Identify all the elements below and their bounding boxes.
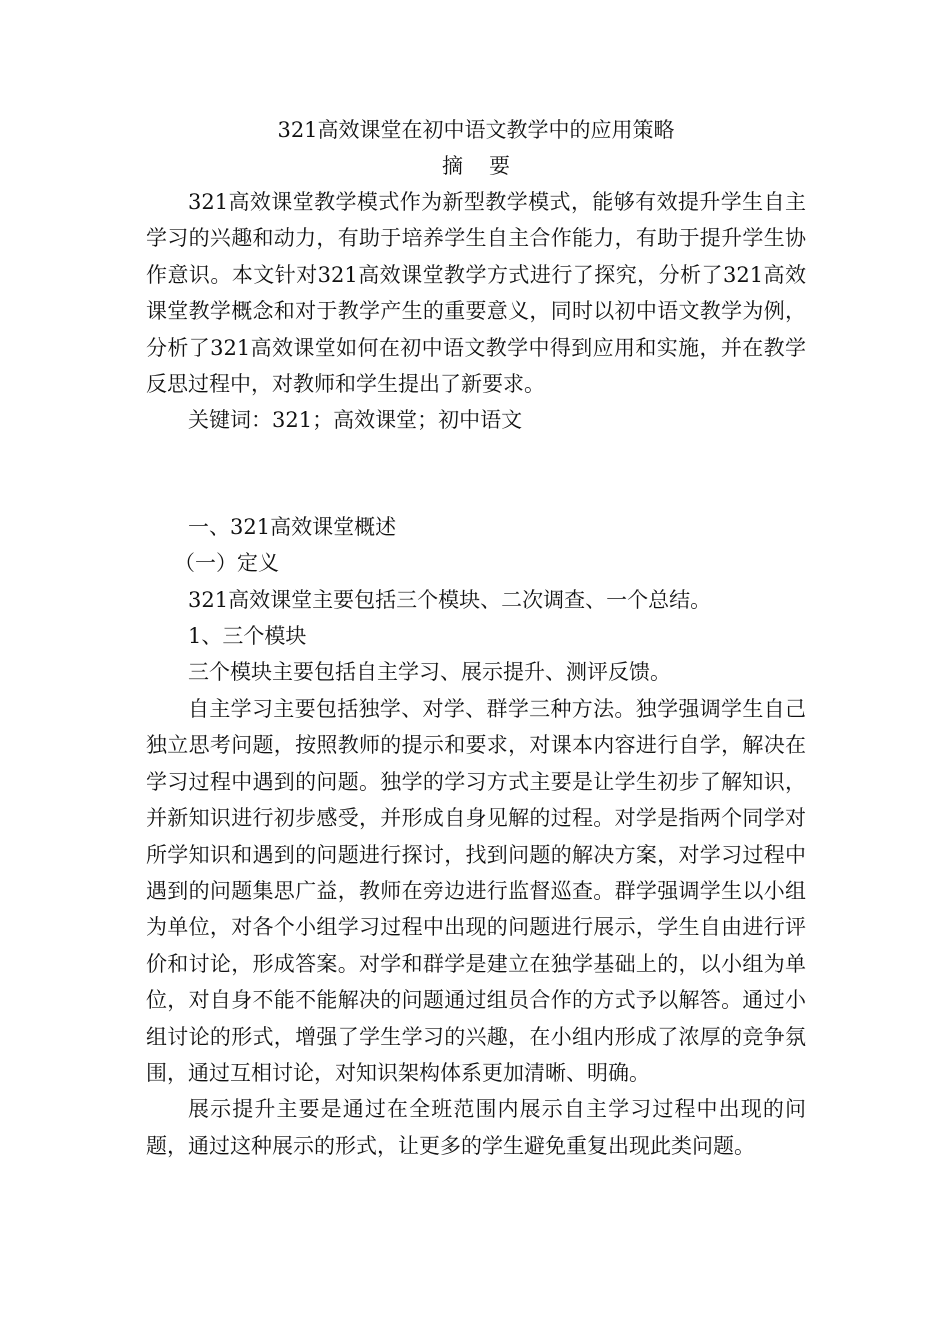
showcase-paragraph: 展示提升主要是通过在全班范围内展示自主学习过程中出现的问题，通过这种展示的形式，让更多的学生避免重复出现此类问题。 [146,1097,806,1158]
keywords: 关键词：321；高效课堂；初中语文 [188,408,523,433]
document-title: 321高效课堂在初中语文教学中的应用策略 [277,118,675,142]
definition-text: 321高效课堂主要包括三个模块、二次调查、一个总结。 [188,587,712,612]
abstract-heading: 摘要 [442,154,536,178]
document-page [146,112,806,1164]
item-heading: 1、三个模块 [188,624,307,649]
subsection-heading: （一）定义 [174,551,279,576]
modules-intro: 三个模块主要包括自主学习、展示提升、测评反馈。 [188,660,671,685]
self-study-paragraph: 自主学习主要包括独学、对学、群学三种方法。独学强调学生自己独立思考问题，按照教师的提示和要求，对课本内容进行自学，解决在学习过程中遇到的问题。独学的学习方式主要是让学生初步了解知识，并新知识进行初步感受，并形成自身见解的过程。对学是指两个同学对所学知识和遇到的问题进行探讨，找到问题的解决方案，对学习过程中遇到的问题集思广益，教师在旁边进行监督巡查。群学强调学生以小组为单位，对各个小组学习过程中出现的问题进行展示，学生自由进行评价和讨论，形成答案。对学和群学是建立在独学基础上的，以小组为单位，对自身不能不能解决的问题通过组员合作的方式予以解答。通过小组讨论的形式，增强了学生学习的兴趣，在小组内形成了浓厚的竞争氛围，通过互相讨论，对知识架构体系更加清晰、明确。 [146,696,806,1085]
section-spacer [146,439,806,509]
section-heading: 一、321高效课堂概述 [188,514,397,539]
abstract-body: 321高效课堂教学模式作为新型教学模式，能够有效提升学生自主学习的兴趣和动力，有助于培养学生自主合作能力，有助于提升学生协作意识。本文针对321高效课堂教学方式进行了探究，分析了321高效课堂教学概念和对于教学产生的重要意义，同时以初中语文教学为例，分析了321高效课堂如何在初中语文教学中得到应用和实施，并在教学反思过程中，对教师和学生提出了新要求。 [146,190,806,397]
